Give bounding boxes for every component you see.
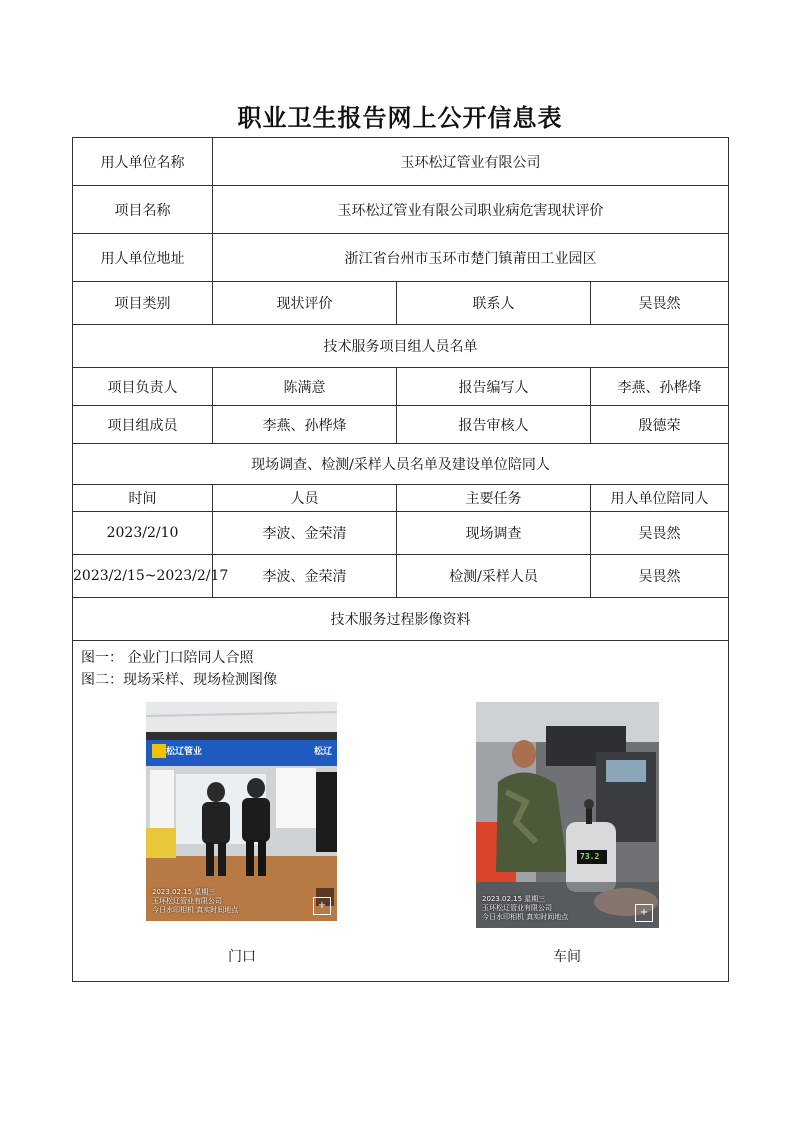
entrance-plus-icon: +	[313, 897, 331, 915]
entrance-stamp-date: 2023.02.15 星期三	[152, 888, 216, 896]
leader-label: 项目负责人	[73, 368, 213, 406]
workshop-photo	[476, 702, 659, 928]
survey-section-title: 现场调查、检测/采样人员名单及建设单位陪同人	[73, 444, 729, 485]
members-label: 项目组成员	[73, 406, 213, 444]
contact-value: 吴畏然	[591, 282, 729, 325]
survey-cell-task: 检测/采样人员	[397, 555, 591, 598]
employer-name-row	[73, 138, 729, 186]
survey-header-escort: 用人单位陪同人	[591, 485, 729, 512]
entrance-timestamp	[152, 888, 238, 915]
images-section-row	[73, 598, 729, 641]
survey-header-row	[73, 485, 729, 512]
writer-label: 报告编写人	[397, 368, 591, 406]
workshop-photo-label: 车间	[553, 949, 581, 965]
project-name-row	[73, 186, 729, 234]
project-name-value: 玉环松辽管业有限公司职业病危害现状评价	[213, 186, 729, 234]
project-name-label: 项目名称	[73, 186, 213, 234]
survey-cell-people: 李波、金荣清	[213, 555, 397, 598]
writer-value: 李燕、孙桦烽	[591, 368, 729, 406]
entrance-sign-text-2: 松辽	[314, 747, 333, 757]
sound-meter-reading: 73.2	[580, 852, 600, 861]
caption-1: 图一： 企业门口陪同人合照	[81, 650, 254, 666]
address-row	[73, 234, 729, 282]
survey-row	[73, 512, 729, 555]
workshop-stamp-company: 玉环松辽管业有限公司	[482, 904, 552, 912]
images-section-title: 技术服务过程影像资料	[73, 598, 729, 641]
entrance-sign-text: 松辽管业	[166, 747, 203, 757]
survey-section-row	[73, 444, 729, 485]
survey-header-time: 时间	[73, 485, 213, 512]
contact-label: 联系人	[397, 282, 591, 325]
survey-header-task: 主要任务	[397, 485, 591, 512]
survey-cell-time: 2023/2/15~2023/2/17	[73, 555, 213, 598]
entrance-photo	[146, 702, 337, 921]
members-value: 李燕、孙桦烽	[213, 406, 397, 444]
team-section-row	[73, 325, 729, 368]
survey-cell-escort: 吴畏然	[591, 512, 729, 555]
workshop-stamp-note: 今日水印相机 真实时间地点	[482, 913, 569, 921]
employer-name-label: 用人单位名称	[73, 138, 213, 186]
reviewer-label: 报告审核人	[397, 406, 591, 444]
images-row	[73, 641, 729, 982]
reviewer-value: 殷德荣	[591, 406, 729, 444]
survey-row	[73, 555, 729, 598]
team-section-title: 技术服务项目组人员名单	[73, 325, 729, 368]
survey-header-people: 人员	[213, 485, 397, 512]
entrance-stamp-note: 今日水印相机 真实时间地点	[152, 906, 239, 914]
workshop-stamp-date: 2023.02.15 星期三	[482, 895, 546, 903]
workshop-timestamp	[482, 895, 568, 922]
members-row	[73, 406, 729, 444]
info-table	[72, 137, 729, 982]
images-content	[73, 641, 727, 981]
project-type-row	[73, 282, 729, 325]
page-title: 职业卫生报告网上公开信息表	[237, 104, 563, 132]
address-value: 浙江省台州市玉环市楚门镇莆田工业园区	[213, 234, 729, 282]
entrance-stamp-company: 玉环松辽管业有限公司	[152, 897, 222, 905]
leader-value: 陈满意	[213, 368, 397, 406]
survey-cell-task: 现场调查	[397, 512, 591, 555]
workshop-plus-icon: +	[635, 904, 653, 922]
employer-name-value: 玉环松辽管业有限公司	[213, 138, 729, 186]
survey-cell-people: 李波、金荣清	[213, 512, 397, 555]
caption-2: 图二：现场采样、现场检测图像	[81, 672, 277, 688]
survey-cell-escort: 吴畏然	[591, 555, 729, 598]
leader-row	[73, 368, 729, 406]
project-type-value: 现状评价	[213, 282, 397, 325]
project-type-label: 项目类别	[73, 282, 213, 325]
images-cell	[73, 641, 729, 982]
entrance-photo-label: 门口	[228, 949, 256, 965]
address-label: 用人单位地址	[73, 234, 213, 282]
survey-cell-time: 2023/2/10	[73, 512, 213, 555]
